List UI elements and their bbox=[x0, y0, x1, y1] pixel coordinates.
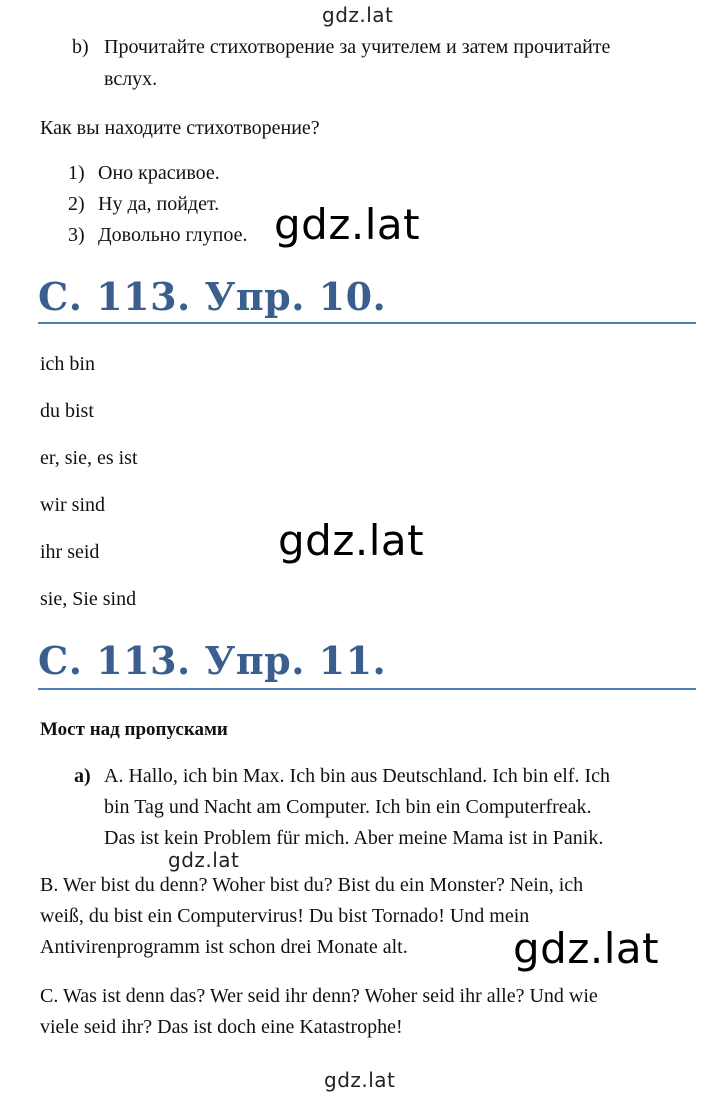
answer-number: 1) bbox=[68, 162, 85, 184]
watermark-bottom: gdz.lat bbox=[324, 1068, 396, 1092]
watermark-top: gdz.lat bbox=[322, 3, 394, 27]
conjugation-line: ihr seid bbox=[40, 541, 100, 563]
question: Как вы находите стихотворение? bbox=[40, 117, 320, 139]
answer-text: Довольно глупое. bbox=[98, 224, 248, 246]
answer-number: 3) bbox=[68, 224, 85, 246]
conjugation-line: wir sind bbox=[40, 494, 105, 516]
task-b-line-2: вслух. bbox=[104, 68, 158, 90]
paragraph-b-line: weiß, du bist ein Computervirus! Du bist Tornado! Und mein bbox=[40, 905, 530, 927]
task-a-marker: a) bbox=[74, 765, 91, 787]
section-11-heading: С. 113. Упр. 11. bbox=[38, 638, 387, 683]
answer-text: Ну да, пойдет. bbox=[98, 193, 220, 215]
conjugation-line: er, sie, es ist bbox=[40, 447, 138, 469]
paragraph-a-line: bin Tag und Nacht am Computer. Ich bin ein Computerfreak. bbox=[104, 796, 592, 818]
section-10-rule bbox=[38, 322, 696, 324]
paragraph-b-line: B. Wer bist du denn? Woher bist du? Bist du ein Monster? Nein, ich bbox=[40, 874, 584, 896]
conjugation-line: ich bin bbox=[40, 353, 95, 375]
paragraph-c-line: C. Was ist denn das? Wer seid ihr denn? Woher seid ihr alle? Und wie bbox=[40, 985, 598, 1007]
answer-text: Оно красивое. bbox=[98, 162, 220, 184]
watermark-big-2: gdz.lat bbox=[278, 516, 425, 565]
section-11-rule bbox=[38, 688, 696, 690]
paragraph-a-line: A. Hallo, ich bin Max. Ich bin aus Deutschland. Ich bin elf. Ich bbox=[104, 765, 610, 787]
conjugation-line: du bist bbox=[40, 400, 94, 422]
task-b-marker: b) bbox=[72, 36, 89, 58]
watermark-small-mid: gdz.lat bbox=[168, 848, 240, 872]
answer-number: 2) bbox=[68, 193, 85, 215]
paragraph-a-line: Das ist kein Problem für mich. Aber meine Mama ist in Panik. bbox=[104, 827, 604, 849]
answer-item bbox=[68, 220, 247, 250]
conjugation-line: sie, Sie sind bbox=[40, 588, 137, 610]
section-11-subtitle: Мост над пропусками bbox=[40, 719, 228, 740]
answer-item bbox=[68, 189, 247, 219]
section-10-heading: С. 113. Упр. 10. bbox=[38, 274, 387, 319]
paragraph-c-line: viele seid ihr? Das ist doch eine Katastrophe! bbox=[40, 1016, 403, 1038]
paragraph-b-line: Antivirenprogramm ist schon drei Monate alt. bbox=[40, 936, 408, 958]
answer-list bbox=[68, 158, 247, 250]
watermark-big-3: gdz.lat bbox=[513, 924, 660, 973]
task-b-line-1: Прочитайте стихотворение за учителем и затем прочитайте bbox=[104, 36, 611, 58]
answer-item bbox=[68, 158, 247, 188]
watermark-big-1: gdz.lat bbox=[274, 200, 421, 249]
